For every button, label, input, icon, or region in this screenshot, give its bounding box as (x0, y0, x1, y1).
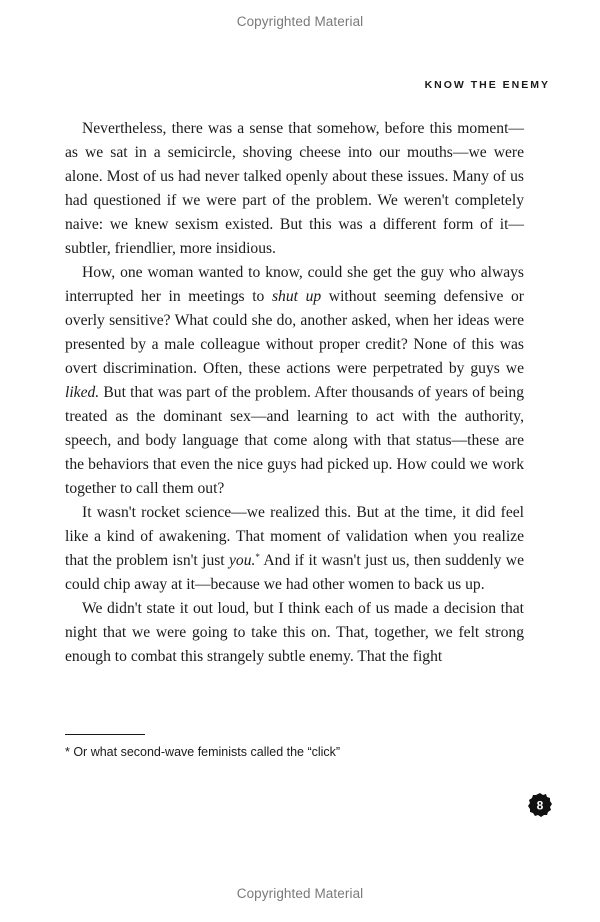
page-number-badge (525, 790, 555, 820)
emphasis-shut-up: shut up (271, 288, 322, 305)
page-number: 8 (536, 798, 544, 813)
paragraph-2-text-c: without seeming defensive or overly sensitive? What could she do, another asked, when her ideas were presented by a male colleague without proper credit? None of this was overt discrimination. Often, these actions were perpetrated by guys we (65, 288, 525, 377)
running-head: KNOW THE ENEMY (424, 79, 550, 91)
emphasis-liked: liked. (65, 384, 100, 401)
paragraph-4: We didn't state it out loud, but I think each of us made a decision that night that we were going to take this on. That, together, we felt strong enough to combat this strangely subtle enemy. That the fight (65, 600, 524, 665)
body-text (65, 117, 524, 669)
paragraph-2-text-a: How, one woman wanted to know, could she get the guy who always interrupted her in meetings to (65, 264, 524, 305)
paragraph-3-text-c: And if it wasn't just us, then suddenly we could chip away at it—because we had other women to back us up. (65, 552, 524, 593)
footnote: * Or what second-wave feminists called the “click” (65, 745, 341, 759)
paragraph-3-text-a: It wasn't rocket science—we realized this. But at the time, it did feel like a kind of awakening. That moment of validation when you realize that the problem isn't just (65, 504, 524, 569)
footnote-rule (65, 734, 145, 735)
paragraph-1: Nevertheless, there was a sense that somehow, before this moment—as we sat in a semicircle, shoving cheese into our mouths—we were alone. Most of us had never talked openly about these issues. Many of us had questioned if we were part of the problem. We weren't completely naive: we knew sexism existed. But this was a different form of it—subtler, friendlier, more insidious. (65, 120, 524, 257)
emphasis-you: you. (228, 552, 256, 569)
paragraph-2-text-e: But that was part of the problem. After thousands of years of being treated as the dominant sex—and learning to act with the authority, speech, and body language that come along with that status—these are the behaviors that even the nice guys had picked up. How could we work together to call them out? (65, 384, 524, 497)
copyright-watermark-bottom: Copyrighted Material (236, 886, 364, 901)
copyright-watermark-top: Copyrighted Material (236, 14, 364, 29)
paragraph-2 (65, 261, 524, 501)
footnote-marker: * (255, 552, 260, 562)
paragraph-3 (65, 501, 524, 597)
